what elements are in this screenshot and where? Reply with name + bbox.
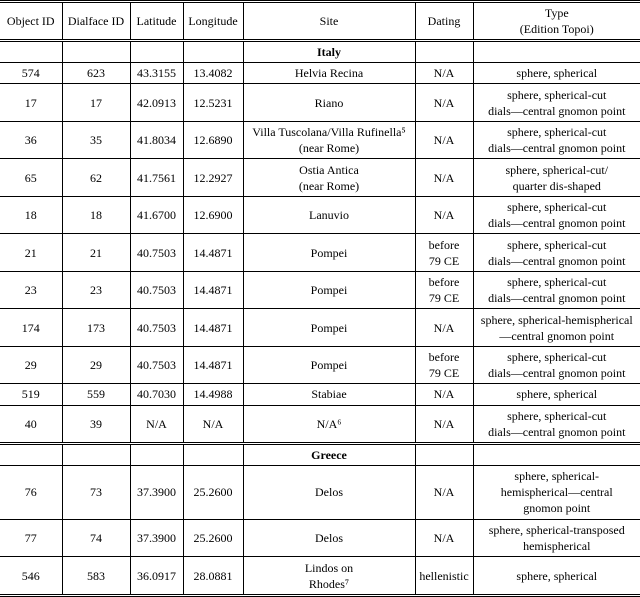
cell-line: 41.8034 <box>137 133 176 148</box>
cell-line: 23 <box>24 283 37 298</box>
table-row <box>0 519 640 557</box>
cell-line: 174 <box>21 320 40 335</box>
cell-line: 12.6890 <box>193 133 233 148</box>
cell-line: 74 <box>90 531 102 546</box>
header-latitude <box>130 2 183 41</box>
table-row <box>0 234 640 272</box>
cell-line: Pompei <box>310 283 348 298</box>
cell-longitude <box>183 309 243 347</box>
cell-line: dials—central gnomon point <box>488 291 626 306</box>
cell-object-id <box>0 346 62 384</box>
cell-site <box>243 405 415 444</box>
cell-line: N/A <box>202 416 224 431</box>
cell-object-id <box>0 557 62 596</box>
cell-dialface-id <box>62 519 130 557</box>
header-type <box>473 2 640 41</box>
cell-type <box>473 271 640 309</box>
cell-line: hellenistic <box>419 568 469 583</box>
cell-line: 39 <box>90 416 102 431</box>
cell-line: 21 <box>24 245 37 260</box>
cell-line: gnomon point <box>523 501 591 516</box>
cell-dating <box>415 63 473 84</box>
cell-line: 40.7503 <box>137 245 176 260</box>
cell-line: 14.4871 <box>193 320 233 335</box>
cell-line: quarter dis-shaped <box>512 178 601 193</box>
cell-longitude <box>183 405 243 444</box>
cell-object-id <box>0 384 62 405</box>
cell-line: sphere, spherical-cut <box>507 350 607 365</box>
cell-site <box>243 196 415 234</box>
cell-line: before <box>428 237 460 252</box>
section-empty-cell <box>415 444 473 466</box>
cell-latitude <box>130 309 183 347</box>
cell-line: dials—central gnomon point <box>488 366 626 381</box>
cell-dating <box>415 196 473 234</box>
cell-line: 79 CE <box>428 366 460 381</box>
cell-longitude <box>183 196 243 234</box>
table-row <box>0 271 640 309</box>
section-label: Greece <box>243 444 415 466</box>
cell-longitude <box>183 159 243 197</box>
cell-line: 36 <box>24 133 37 148</box>
cell-latitude <box>130 557 183 596</box>
cell-site <box>243 557 415 596</box>
cell-line: 40 <box>24 416 37 431</box>
cell-latitude <box>130 405 183 444</box>
cell-line: 12.5231 <box>193 95 233 110</box>
cell-dialface-id <box>62 271 130 309</box>
cell-longitude <box>183 346 243 384</box>
cell-object-id <box>0 196 62 234</box>
cell-object-id <box>0 405 62 444</box>
cell-line: 25.2600 <box>193 485 233 500</box>
table-row <box>0 84 640 122</box>
table-row <box>0 196 640 234</box>
section-empty-cell <box>0 444 62 466</box>
cell-object-id <box>0 309 62 347</box>
cell-line: Ostia Antica <box>299 162 359 177</box>
cell-dating <box>415 557 473 596</box>
cell-line: (near Rome) <box>298 141 360 156</box>
cell-line: 41.6700 <box>137 208 176 223</box>
cell-longitude <box>183 271 243 309</box>
cell-dating <box>415 271 473 309</box>
cell-object-id <box>0 84 62 122</box>
cell-line: 43.3155 <box>137 66 176 81</box>
cell-line: 73 <box>90 485 102 500</box>
cell-line: 14.4871 <box>193 245 233 260</box>
cell-line: 62 <box>90 170 102 185</box>
cell-dialface-id <box>62 466 130 520</box>
header-line: Site <box>319 14 339 28</box>
cell-line: 37.3900 <box>137 531 176 546</box>
cell-line: N/A <box>433 133 455 148</box>
cell-line: 65 <box>24 170 37 185</box>
cell-dating <box>415 466 473 520</box>
cell-line: 41.7561 <box>137 170 176 185</box>
header-object-id <box>0 2 62 41</box>
table-row <box>0 557 640 596</box>
header-line: Dating <box>427 14 461 28</box>
section-empty-cell <box>473 444 640 466</box>
cell-line: 14.4988 <box>193 387 233 402</box>
cell-line: 37.3900 <box>137 485 176 500</box>
cell-dialface-id <box>62 63 130 84</box>
cell-latitude <box>130 159 183 197</box>
cell-object-id <box>0 519 62 557</box>
cell-line: Pompei <box>310 358 348 373</box>
cell-line: dials—central gnomon point <box>488 424 626 439</box>
cell-line: 29 <box>90 358 102 373</box>
cell-longitude <box>183 84 243 122</box>
cell-dialface-id <box>62 384 130 405</box>
cell-line: sphere, spherical <box>516 568 598 583</box>
cell-line: Riano <box>314 95 344 110</box>
cell-line: sphere, spherical-cut <box>507 200 607 215</box>
cell-line: N/A <box>433 66 455 81</box>
cell-line: sphere, spherical-cut <box>507 125 607 140</box>
cell-latitude <box>130 271 183 309</box>
cell-site <box>243 234 415 272</box>
cell-line: Lanuvio <box>309 208 349 223</box>
cell-object-id <box>0 63 62 84</box>
cell-line: Delos <box>315 485 343 500</box>
cell-line: dials—central gnomon point <box>488 216 626 231</box>
table-row <box>0 121 640 159</box>
cell-type <box>473 466 640 520</box>
cell-line: sphere, spherical-cut <box>507 87 607 102</box>
header-line: Dialface ID <box>67 14 125 28</box>
cell-line: 79 CE <box>428 291 460 306</box>
cell-line: 623 <box>87 66 105 81</box>
cell-site <box>243 384 415 405</box>
cell-site <box>243 63 415 84</box>
cell-type <box>473 159 640 197</box>
cell-line: 14.4871 <box>193 283 233 298</box>
cell-longitude <box>183 63 243 84</box>
cell-object-id <box>0 234 62 272</box>
cell-site <box>243 309 415 347</box>
cell-type <box>473 557 640 596</box>
header-line: Type <box>544 6 569 20</box>
cell-dialface-id <box>62 196 130 234</box>
cell-line: Delos <box>315 531 343 546</box>
cell-line: 28.0881 <box>193 568 233 583</box>
cell-type <box>473 519 640 557</box>
cell-line: sphere, spherical-transposed <box>488 523 625 538</box>
cell-line: 17 <box>24 95 37 110</box>
cell-line: 12.6900 <box>193 208 233 223</box>
section-empty-cell <box>473 41 640 63</box>
table-row <box>0 346 640 384</box>
cell-longitude <box>183 466 243 520</box>
cell-latitude <box>130 466 183 520</box>
cell-line: Villa Tuscolana/Villa Rufinella⁵ <box>252 125 406 140</box>
cell-longitude <box>183 519 243 557</box>
cell-type <box>473 63 640 84</box>
header-line: Longitude <box>188 14 238 28</box>
header-line: (Edition Topoi) <box>519 22 594 36</box>
cell-dialface-id <box>62 309 130 347</box>
cell-line: 35 <box>90 133 102 148</box>
cell-dating <box>415 309 473 347</box>
cell-line: 21 <box>90 245 102 260</box>
cell-dialface-id <box>62 405 130 444</box>
cell-type <box>473 346 640 384</box>
cell-line: 519 <box>21 387 40 402</box>
cell-line: N/A <box>433 387 455 402</box>
cell-object-id <box>0 271 62 309</box>
cell-line: —central gnomon point <box>499 328 615 343</box>
cell-line: sphere, spherical-cut/ <box>505 162 609 177</box>
cell-line: 13.4082 <box>193 66 233 81</box>
section-label: Italy <box>243 41 415 63</box>
cell-type <box>473 234 640 272</box>
cell-dating <box>415 234 473 272</box>
section-empty-cell <box>130 444 183 466</box>
header-dating <box>415 2 473 41</box>
cell-line: Rhodes⁷ <box>308 576 350 591</box>
cell-line: dials—central gnomon point <box>488 103 626 118</box>
cell-line: dials—central gnomon point <box>488 141 626 156</box>
cell-line: N/A <box>146 416 167 431</box>
table-row <box>0 466 640 520</box>
cell-dating <box>415 121 473 159</box>
cell-line: N/A⁶ <box>316 416 342 431</box>
cell-line: 18 <box>90 208 102 223</box>
cell-line: N/A <box>433 320 455 335</box>
cell-line: sphere, spherical <box>516 387 598 402</box>
header-line: Object ID <box>6 14 55 28</box>
cell-line: 42.0913 <box>137 95 176 110</box>
cell-dating <box>415 346 473 384</box>
cell-line: hemispherical <box>523 539 591 554</box>
cell-site <box>243 466 415 520</box>
cell-line: 36.0917 <box>137 568 176 583</box>
header-line: Latitude <box>136 14 177 28</box>
cell-type <box>473 405 640 444</box>
table-row <box>0 159 640 197</box>
cell-longitude <box>183 121 243 159</box>
cell-line: sphere, spherical <box>516 66 598 81</box>
cell-line: sphere, spherical-cut <box>507 408 607 423</box>
cell-latitude <box>130 346 183 384</box>
cell-line: 23 <box>90 283 102 298</box>
cell-line: N/A <box>433 95 455 110</box>
cell-line: 14.4871 <box>193 358 233 373</box>
cell-line: Stabiae <box>311 387 347 402</box>
cell-object-id <box>0 121 62 159</box>
cell-latitude <box>130 121 183 159</box>
cell-dialface-id <box>62 159 130 197</box>
table-row <box>0 405 640 444</box>
cell-dating <box>415 519 473 557</box>
cell-line: 40.7030 <box>137 387 176 402</box>
cell-line: 18 <box>24 208 37 223</box>
cell-latitude <box>130 519 183 557</box>
section-empty-cell <box>62 41 130 63</box>
cell-latitude <box>130 84 183 122</box>
cell-line: 29 <box>24 358 37 373</box>
cell-line: 173 <box>87 320 105 335</box>
cell-site <box>243 519 415 557</box>
cell-line: 40.7503 <box>137 320 176 335</box>
cell-line: Pompei <box>310 320 348 335</box>
section-empty-cell <box>415 41 473 63</box>
cell-line: (near Rome) <box>298 178 360 193</box>
cell-dating <box>415 405 473 444</box>
cell-line: 79 CE <box>428 253 460 268</box>
cell-object-id <box>0 466 62 520</box>
cell-site <box>243 271 415 309</box>
section-row-italy <box>0 41 640 63</box>
cell-line: sphere, spherical-hemispherical <box>480 312 633 327</box>
cell-latitude <box>130 384 183 405</box>
cell-line: 76 <box>24 485 37 500</box>
cell-dating <box>415 384 473 405</box>
table-row <box>0 63 640 84</box>
section-empty-cell <box>183 444 243 466</box>
section-empty-cell <box>183 41 243 63</box>
header-dialface-id <box>62 2 130 41</box>
cell-type <box>473 384 640 405</box>
cell-object-id <box>0 159 62 197</box>
cell-latitude <box>130 234 183 272</box>
cell-latitude <box>130 196 183 234</box>
cell-dialface-id <box>62 234 130 272</box>
cell-line: 25.2600 <box>193 531 233 546</box>
cell-type <box>473 309 640 347</box>
cell-dating <box>415 84 473 122</box>
cell-dialface-id <box>62 346 130 384</box>
cell-line: 559 <box>87 387 105 402</box>
cell-line: N/A <box>433 416 455 431</box>
cell-dating <box>415 159 473 197</box>
cell-site <box>243 121 415 159</box>
section-empty-cell <box>62 444 130 466</box>
cell-line: 77 <box>24 531 37 546</box>
cell-line: 574 <box>21 66 40 81</box>
cell-line: Pompei <box>310 245 348 260</box>
cell-site <box>243 346 415 384</box>
cell-latitude <box>130 63 183 84</box>
cell-site <box>243 84 415 122</box>
cell-site <box>243 159 415 197</box>
cell-line: before <box>428 275 460 290</box>
cell-line: sphere, spherical- <box>514 469 600 484</box>
header-longitude <box>183 2 243 41</box>
cell-dialface-id <box>62 121 130 159</box>
cell-line: N/A <box>433 485 455 500</box>
cell-line: N/A <box>433 531 455 546</box>
table-row <box>0 384 640 405</box>
cell-line: N/A <box>433 208 455 223</box>
cell-line: Helvia Recina <box>294 66 364 81</box>
cell-line: N/A <box>433 170 455 185</box>
cell-line: sphere, spherical-cut <box>507 237 607 252</box>
cell-line: Lindos on <box>304 560 354 575</box>
cell-longitude <box>183 234 243 272</box>
cell-line: 40.7503 <box>137 358 176 373</box>
cell-line: dials—central gnomon point <box>488 253 626 268</box>
cell-longitude <box>183 384 243 405</box>
cell-line: hemispherical—central <box>500 485 613 500</box>
cell-line: 546 <box>21 568 40 583</box>
cell-type <box>473 121 640 159</box>
cell-longitude <box>183 557 243 596</box>
cell-line: sphere, spherical-cut <box>507 275 607 290</box>
header-site <box>243 2 415 41</box>
cell-line: 583 <box>87 568 105 583</box>
cell-dialface-id <box>62 557 130 596</box>
cell-line: 17 <box>90 95 102 110</box>
section-empty-cell <box>130 41 183 63</box>
section-row-greece <box>0 444 640 466</box>
cell-line: 40.7503 <box>137 283 176 298</box>
table-row <box>0 309 640 347</box>
cell-dialface-id <box>62 84 130 122</box>
section-empty-cell <box>0 41 62 63</box>
cell-type <box>473 196 640 234</box>
cell-line: before <box>428 350 460 365</box>
cell-line: 12.2927 <box>193 170 233 185</box>
cell-type <box>473 84 640 122</box>
header-row <box>0 2 640 41</box>
